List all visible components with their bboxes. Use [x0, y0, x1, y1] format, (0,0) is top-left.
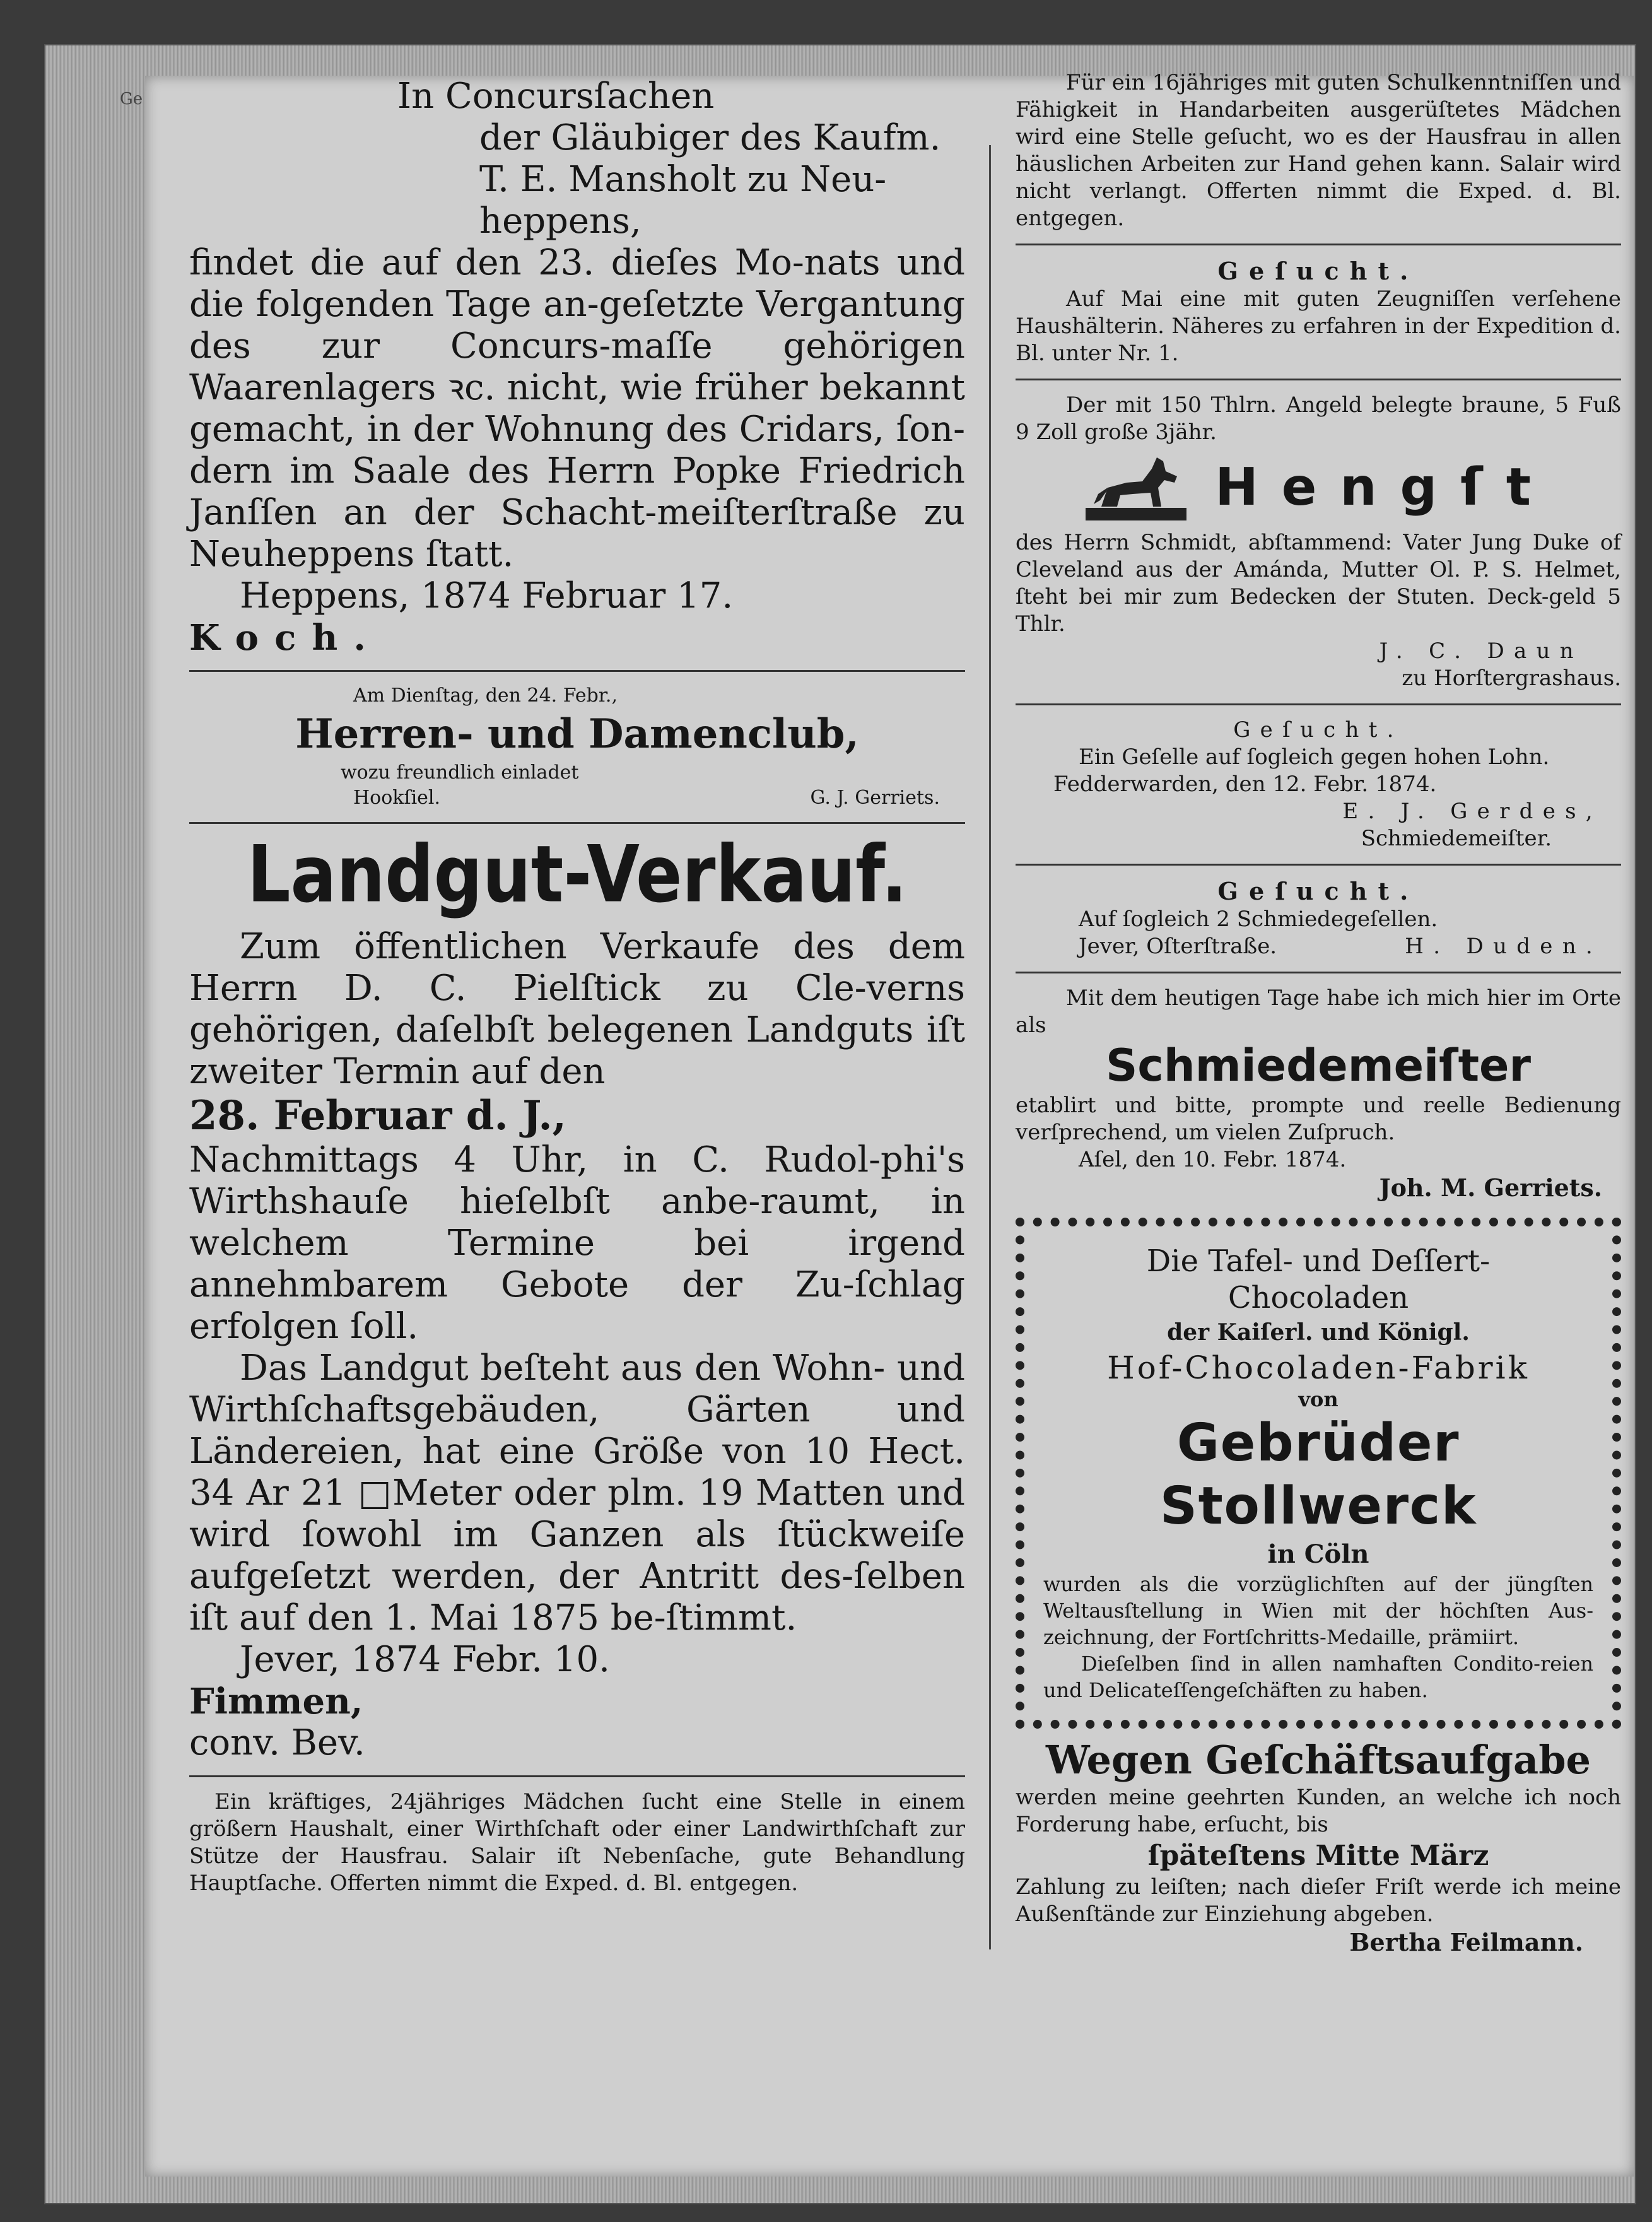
gesucht-3-text: Auf ſogleich 2 Schmiedegeſellen.: [1079, 907, 1438, 932]
choco-line-2: Chocoladen: [1227, 1280, 1409, 1315]
gesucht-2-date: Fedderwarden, den 12. Febr. 1874.: [1053, 772, 1437, 797]
club-notice: [189, 683, 965, 811]
divider-1: [189, 670, 965, 672]
gesucht-1-text: Auf Mai eine mit guten Zeugniſſen verſehene Haushälterin. Näheres zu erfahren in der Expedition d. Bl. unter Nr. 1.: [1016, 286, 1621, 366]
hengst-notice: [1016, 392, 1621, 692]
schmied-signature: Joh. M. Gerriets.: [1379, 1173, 1602, 1202]
gesucht-2-title: Schmiedemeiſter.: [1361, 826, 1552, 851]
gesucht-1-heading: Geſucht.: [1217, 257, 1419, 285]
club-signature: G. J. Gerriets.: [810, 787, 940, 809]
aufgabe-deadline: ſpäteſtens Mitte März: [1147, 1840, 1489, 1872]
gesucht-2-signature: E. J. Gerdes,: [1342, 799, 1602, 824]
hengst-title-row: [1016, 450, 1621, 526]
club-invite: wozu freundlich einladet: [341, 761, 579, 784]
choco-line-5: von: [1298, 1387, 1339, 1411]
column-divider: [989, 145, 991, 1949]
concurs-signature: Koch.: [189, 617, 382, 659]
choco-line-1: Die Tafel- und Deſſert-: [1146, 1243, 1491, 1279]
schmied-date: Aſel, den 10. Febr. 1874.: [1079, 1147, 1347, 1172]
corner-label: Ge: [120, 90, 143, 109]
gesucht-3-signature-row: [1016, 933, 1621, 960]
landgut-signature-role: conv. Bev.: [189, 1722, 365, 1763]
schmied-title: Schmiedemeiſter: [1105, 1040, 1532, 1091]
maedchen-notice: [189, 1789, 965, 1897]
aufgabe-title: Wegen Geſchäftsaufgabe: [1045, 1737, 1591, 1783]
landgut-paragraph-1: Zum öffentlichen Verkaufe des dem Herrn D. C. Pielſtick zu Cle-verns gehörigen, daſelbſt belegenen Landguts iſt zweiter Termin auf den: [189, 926, 965, 1092]
aufgabe-paragraph-1: werden meine geehrten Kunden, an welche ich noch Forderung habe, erſucht, bis: [1016, 1785, 1621, 1837]
concurs-line-2: der Gläubiger des Kaufm.: [479, 117, 941, 158]
gesucht-2-text: Ein Geſelle auf ſogleich gegen hohen Lohn.: [1079, 744, 1550, 770]
landgut-date: Jever, 1874 Febr. 10.: [240, 1639, 610, 1680]
hengst-text: des Herrn Schmidt, abſtammend: Vater Jung Duke of Cleveland aus der Amánda, Mutter Ol. P. S. Helmet, ſteht bei mir zum Bedecken der Stuten. Deck-geld 5 Thlr.: [1016, 530, 1621, 637]
concurs-line-1: In Concursſachen: [397, 76, 715, 117]
club-place: Hookſiel.: [353, 787, 441, 809]
divider-r4: [1016, 864, 1621, 866]
divider-r5: [1016, 972, 1621, 973]
right-column: [1016, 69, 1621, 1957]
hengst-intro: Der mit 150 Thlrn. Angeld belegte braune, 5 Fuß 9 Zoll große 3jähr.: [1016, 392, 1621, 445]
aufgabe-paragraph-2: Zahlung zu leiſten; nach dieſer Friſt werde ich meine Außenſtände zur Einziehung abgeben.: [1016, 1874, 1621, 1927]
choco-line-3: der Kaiſerl. und Königl.: [1167, 1319, 1470, 1346]
concurs-notice: [189, 76, 965, 659]
landgut-paragraph-3: Das Landgut beſteht aus den Wohn- und Wirthſchaftsgebäuden, Gärten und Ländereien, hat eine Größe von 10 Hect. 34 Ar 21 □Meter oder plm. 19 Matten und wird ſowohl im Ganzen als ſtückweiſe aufgeſetzt werden, der Antritt des-ſelben iſt auf den 1. Mai 1875 be-ſtimmt.: [189, 1348, 965, 1638]
divider-2: [189, 822, 965, 824]
landgut-notice: [189, 829, 965, 1764]
divider-r3: [1016, 703, 1621, 705]
concurs-line-3: T. E. Mansholt zu Neu-: [479, 159, 887, 200]
stollwerck-advertisement: [1016, 1218, 1621, 1729]
horse-icon: [1082, 450, 1190, 526]
choco-city: in Cöln: [1267, 1539, 1369, 1569]
schmied-intro: Mit dem heutigen Tage habe ich mich hier im Orte als: [1016, 985, 1621, 1038]
gesucht-3-signature: H. Duden.: [1405, 934, 1602, 959]
stelle-notice: [1016, 69, 1621, 232]
choco-award-text: wurden als die vorzüglichſten auf der jüngſten Weltausſtellung in Wien mit der höchſten Aus-zeichnung, der Fortſchritts-Medaille, prämiirt.: [1043, 1572, 1593, 1649]
gesucht-2-heading: Geſucht.: [1233, 717, 1403, 743]
choco-line-4: Hof-Chocoladen-Fabrik: [1107, 1349, 1530, 1386]
concurs-body: findet die auf den 23. dieſes Mo-nats und die folgenden Tage an-geſetzte Vergantung des zur Concurs-maſſe gehörigen Waarenlagers ꝛc. nicht, wie früher bekannt gemacht, in der Wohnung des Cridars, ſon-dern im Saale des Herrn Popke Friedrich Janſſen an der Schacht-meiſterſtraße zu Neuheppens ſtatt.: [189, 242, 965, 575]
choco-availability-text: Dieſelben ſind in allen namhaften Condito-reien und Delicateſſengeſchäften zu haben.: [1043, 1652, 1593, 1702]
gesucht-3-notice: [1016, 877, 1621, 960]
landgut-signature: Fimmen,: [189, 1681, 363, 1722]
concurs-date: Heppens, 1874 Februar 17.: [240, 575, 734, 616]
club-title: Herren- und Damenclub,: [295, 710, 859, 758]
divider-3: [189, 1775, 965, 1777]
stelle-text: Für ein 16jähriges mit guten Schulkenntniſſen und Fähigkeit in Handarbeiten ausgerüſtetes Mädchen wird eine Stelle geſucht, wo es der Hausfrau in allen häuslichen Arbeiten zur Hand gehen kann. Salair wird nicht verlangt. Offerten nimmt die Exped. d. Bl. entgegen.: [1016, 70, 1621, 231]
gesucht-3-heading: Geſucht.: [1217, 877, 1419, 905]
landgut-auction-date: 28. Februar d. J.,: [189, 1092, 566, 1139]
club-signature-row: [189, 785, 965, 811]
gesucht-1-notice: [1016, 257, 1621, 367]
gesucht-2-notice: [1016, 717, 1621, 852]
club-date: Am Dienſtag, den 24. Febr.,: [353, 685, 618, 707]
aufgabe-signature: Bertha Feilmann.: [1349, 1928, 1583, 1956]
hengst-signature: J. C. Daun: [1379, 638, 1583, 664]
choco-company-name: Gebrüder Stollwerck: [1159, 1413, 1477, 1536]
schmied-notice: [1016, 985, 1621, 1202]
hengst-title: Hengſt: [1215, 457, 1554, 517]
divider-r1: [1016, 244, 1621, 245]
left-column: [189, 76, 965, 1897]
hengst-place: zu Horſtergrashaus.: [1402, 666, 1621, 691]
maedchen-text: Ein kräftiges, 24jähriges Mädchen ſucht eine Stelle in einem größern Haushalt, einer Wirthſchaft oder einer Landwirthſchaft zur Stütze der Hausfrau. Salair iſt Nebenſache, gute Behandlung Hauptſache. Offerten nimmt die Exped. d. Bl. entgegen.: [189, 1789, 965, 1896]
aufgabe-notice: [1016, 1736, 1621, 1957]
concurs-line-4: heppens,: [479, 201, 641, 242]
divider-r2: [1016, 379, 1621, 380]
gesucht-3-place: Jever, Oſterſtraße.: [1079, 934, 1277, 959]
landgut-title: Landgut-Verkauf.: [247, 829, 908, 920]
schmied-text: etablirt und bitte, prompte und reelle Bedienung verſprechend, um vielen Zuſpruch.: [1016, 1093, 1621, 1145]
landgut-paragraph-2: Nachmittags 4 Uhr, in C. Rudol-phi's Wirthshauſe hieſelbſt anbe-raumt, in welchem Termine bei irgend annehmbarem Gebote der Zu-ſchlag erfolgen ſoll.: [189, 1139, 965, 1347]
